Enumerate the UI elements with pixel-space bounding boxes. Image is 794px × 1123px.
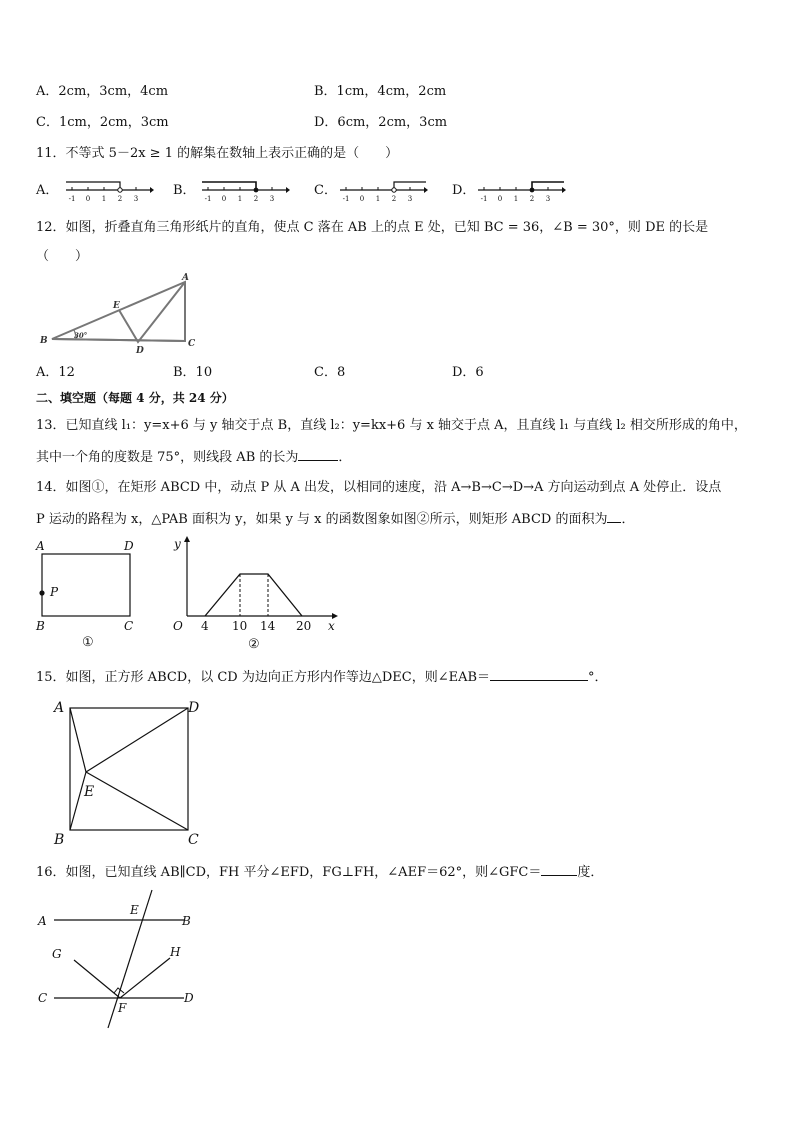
q16-parallel-lines-figure [34, 884, 204, 1034]
svg-text:1: 1 [101, 195, 107, 203]
q11-option-c-label: C． [314, 183, 337, 198]
q14-rectangle-figure [34, 536, 144, 656]
q12-option-a: A．12 [36, 365, 75, 380]
q13-line-1: 13．已知直线 l₁：y=x+6 与 y 轴交于点 B，直线 l₂：y=kx+6 与 x 轴交于点 A，且直线 l₁ 与直线 l₂ 相交所形成的角中， [36, 418, 747, 433]
q13-line-2 [36, 447, 351, 467]
q14-fig1-label-a: A [36, 539, 45, 553]
q12-label-c: C [188, 339, 196, 349]
q15-label-c: C [188, 832, 199, 848]
q16-label-a: A [38, 914, 47, 928]
q14-line-2 [36, 509, 634, 529]
q14-fig1-label-b: B [36, 619, 45, 633]
q12-option-b: B．10 [173, 365, 213, 380]
q14-fig1-label-d: D [124, 539, 134, 553]
q16-label-c: C [38, 991, 48, 1005]
q11-number-line-c [336, 176, 428, 204]
q16-answer-blank[interactable] [541, 862, 577, 876]
q12-stem: 12．如图，折叠直角三角形纸片的直角，使点 C 落在 AB 上的点 E 处，已知 BC = 36，∠B = 30°，则 DE 的长是 [36, 220, 709, 235]
section-title-fill-in: 二、填空题（每题 4 分，共 24 分） [36, 391, 234, 405]
svg-text:2: 2 [253, 195, 259, 203]
q13-answer-blank[interactable] [298, 447, 338, 461]
q14-function-graph [170, 534, 340, 658]
svg-text:3: 3 [407, 195, 413, 203]
svg-text:1: 1 [513, 195, 519, 203]
q14-answer-blank[interactable] [607, 509, 621, 523]
q16-label-d: D [184, 991, 194, 1005]
q16-label-f: F [118, 1001, 127, 1015]
q14-line-2-text: P 运动的路程为 x，△PAB 面积为 y，如果 y 与 x 的函数图象如图②所示，则矩形 ABCD 的面积为 [36, 512, 608, 527]
q11-stem: 11．不等式 5－2x ≥ 1 的解集在数轴上表示正确的是（ ） [36, 146, 399, 161]
svg-text:-1: -1 [480, 195, 488, 203]
q14-line-2-end: ． [621, 512, 635, 527]
q14-fig2-y-axis-label: y [174, 537, 181, 551]
q16-label-h: H [170, 945, 181, 959]
svg-text:2: 2 [391, 195, 397, 203]
q11-option-d-label: D． [452, 183, 476, 198]
q11-option-a-label: A． [36, 183, 59, 198]
q16-stem-text: 16．如图，已知直线 AB∥CD，FH 平分∠EFD，FG⊥FH，∠AEF＝62°，则∠GFC＝ [36, 865, 542, 880]
svg-text:3: 3 [269, 195, 275, 203]
q14-fig2-tick-14: 14 [260, 619, 276, 633]
svg-text:-1: -1 [68, 195, 76, 203]
q10-option-c: C．1cm，2cm，3cm [36, 115, 169, 130]
svg-text:1: 1 [237, 195, 243, 203]
q12-paren: （ ） [36, 249, 89, 264]
q12-angle-label: 30° [74, 331, 88, 340]
q12-option-c: C．8 [314, 365, 346, 380]
q15-label-e: E [84, 784, 95, 800]
q15-stem-text: 15．如图，正方形 ABCD，以 CD 为边向正方形内作等边△DEC，则∠EAB＝ [36, 670, 491, 685]
q16-label-e: E [130, 903, 139, 917]
svg-text:1: 1 [375, 195, 381, 203]
q16-stem [36, 862, 603, 882]
q12-triangle-figure [34, 270, 204, 360]
q14-fig2-origin-label: O [173, 619, 183, 633]
svg-text:0: 0 [497, 195, 503, 203]
q12-label-d: D [136, 346, 144, 356]
svg-text:-1: -1 [342, 195, 350, 203]
svg-text:0: 0 [85, 195, 91, 203]
q13-line-2-text: 其中一个角的度数是 75°，则线段 AB 的长为 [36, 450, 299, 465]
q12-label-a: A [182, 273, 189, 283]
q15-answer-blank[interactable] [490, 667, 588, 681]
q14-fig2-tick-4: 4 [201, 619, 209, 633]
q14-fig2-x-axis-label: x [328, 619, 335, 633]
q15-label-b: B [54, 832, 65, 848]
q12-option-d: D．6 [452, 365, 484, 380]
q15-square-figure [50, 696, 220, 852]
q16-label-b: B [182, 914, 191, 928]
q12-label-b: B [40, 336, 48, 346]
q14-fig2-caption: ② [248, 637, 260, 652]
svg-text:2: 2 [529, 195, 535, 203]
svg-text:3: 3 [545, 195, 551, 203]
q15-stem-end: °． [588, 670, 608, 685]
q16-label-g: G [52, 947, 62, 961]
svg-text:2: 2 [117, 195, 123, 203]
q11-option-b-label: B． [173, 183, 196, 198]
q14-fig1-caption: ① [82, 635, 94, 650]
q14-fig2-tick-10: 10 [232, 619, 248, 633]
q10-option-a: A．2cm，3cm，4cm [36, 84, 169, 99]
q11-number-line-b [198, 176, 290, 204]
svg-text:0: 0 [221, 195, 227, 203]
q10-option-b: B．1cm，4cm，2cm [314, 84, 447, 99]
q12-label-e: E [113, 301, 120, 311]
q15-stem [36, 667, 608, 687]
q16-stem-end: 度． [577, 865, 604, 880]
q13-line-2-end: ． [338, 450, 352, 465]
q15-label-d: D [188, 700, 200, 716]
q14-fig1-label-c: C [124, 619, 134, 633]
q11-number-line-d [474, 176, 566, 204]
svg-text:-1: -1 [204, 195, 212, 203]
q11-number-line-a [62, 176, 154, 204]
q14-fig1-label-p: P [50, 585, 59, 599]
q14-line-1: 14．如图①，在矩形 ABCD 中，动点 P 从 A 出发，以相同的速度，沿 A→B→C→D→A 方向运动到点 A 处停止．设点 [36, 480, 722, 495]
svg-text:0: 0 [359, 195, 365, 203]
q15-label-a: A [54, 700, 65, 716]
q14-fig2-tick-20: 20 [296, 619, 312, 633]
q10-option-d: D．6cm，2cm，3cm [314, 115, 448, 130]
svg-text:3: 3 [133, 195, 139, 203]
